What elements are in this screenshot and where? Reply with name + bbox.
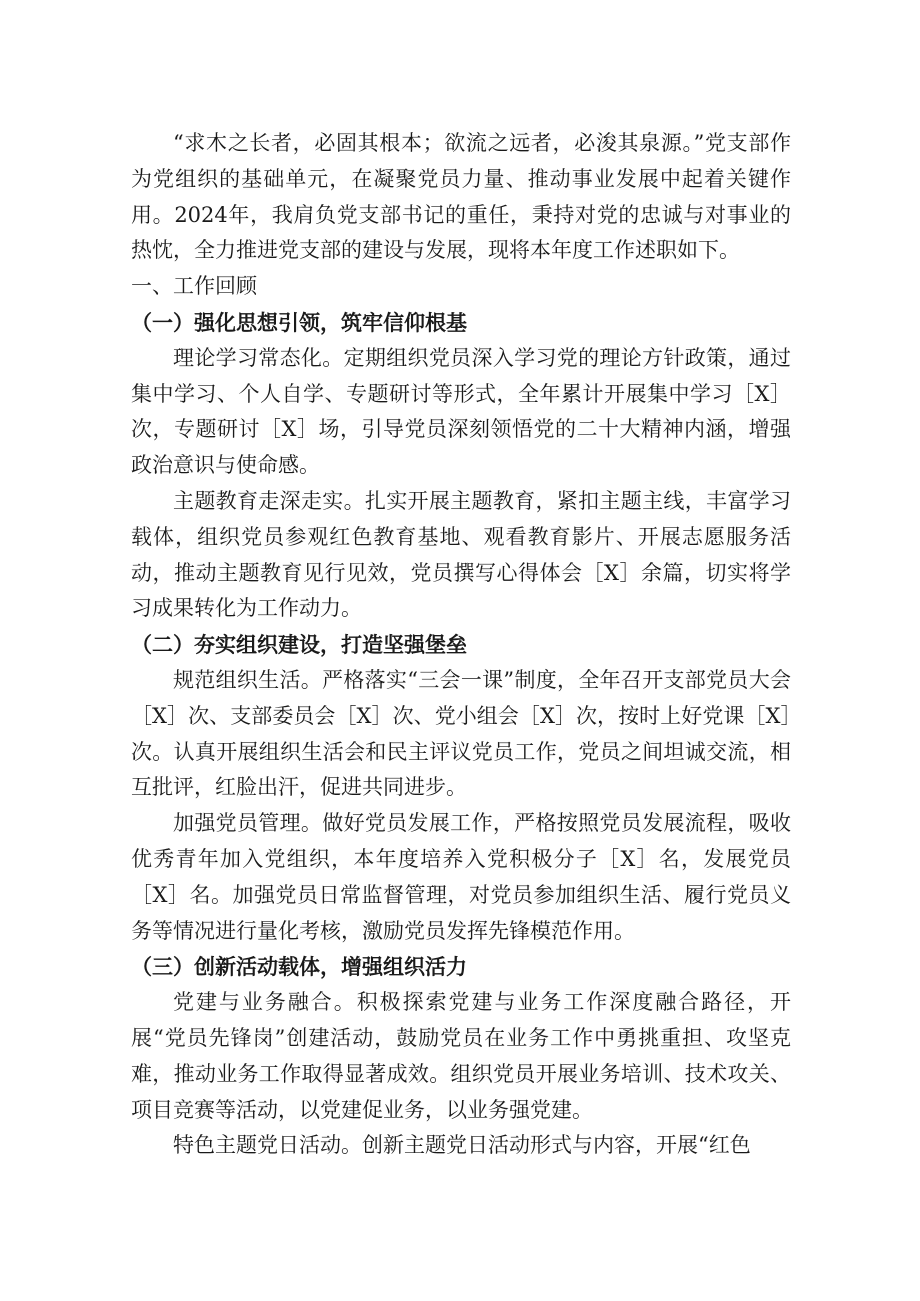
intro-paragraph: “求木之长者，必固其根本；欲流之远者，必浚其泉源。”党支部作为党组织的基础单元，在凝聚党员力量、推动事业发展中起着关键作用。2024年，我肩负党支部书记的重任，秉持对党的忠诚与对事业的热忱，全力推进党支部的建设与发展，现将本年度工作述职如下。 [131,131,791,263]
paragraph-party-business-integration: 党建与业务融合。积极探索党建与业务工作深度融合路径，开展“党员先锋岗”创建活动，鼓励党员在业务工作中勇挑重担、攻坚克难，推动业务工作取得显著成效。组织党员开展业务培训、技术攻关、项目竞赛等活动，以党建促业务，以业务强党建。 [131,990,791,1122]
paragraph-theory-study: 理论学习常态化。定期组织党员深入学习党的理论方针政策，通过集中学习、个人自学、专题研讨等形式，全年累计开展集中学习［X］次，专题研讨［X］场，引导党员深刻领悟党的二十大精神内涵，增强政治意识与使命感。 [131,345,791,478]
paragraph-organization-life: 规范组织生活。严格落实“三会一课”制度，全年召开支部党员大会［X］次、支部委员会［X］次、党小组会［X］次，按时上好党课［X］次。认真开展组织生活会和民主评议党员工作，党员之间坦诚交流，相互批评，红脸出汗，促进共同进步。 [131,667,791,800]
subsection-heading-3: （三）创新活动载体，增强组织活力 [131,954,467,980]
subsection-heading-1: （一）强化思想引领，筑牢信仰根基 [131,309,467,335]
document-body [131,126,791,1164]
paragraph-theme-education: 主题教育走深走实。扎实开展主题教育，紧扣主题主线，丰富学习载体，组织党员参观红色教育基地、观看教育影片、开展志愿服务活动，推动主题教育见行见效，党员撰写心得体会［X］余篇，切实将学习成果转化为工作动力。 [131,488,791,621]
paragraph-member-management: 加强党员管理。做好党员发展工作，严格按照党员发展流程，吸收优秀青年加入党组织，本年度培养入党积极分子［X］名，发展党员［X］名。加强党员日常监督管理，对党员参加组织生活、履行党员义务等情况进行量化考核，激励党员发挥先锋模范作用。 [131,811,791,943]
paragraph-theme-party-day: 特色主题党日活动。创新主题党日活动形式与内容，开展“红色 [173,1133,751,1158]
subsection-heading-2: （二）夯实组织建设，打造坚强堡垒 [131,632,467,658]
section-heading-work-review: 一、工作回顾 [131,274,257,299]
